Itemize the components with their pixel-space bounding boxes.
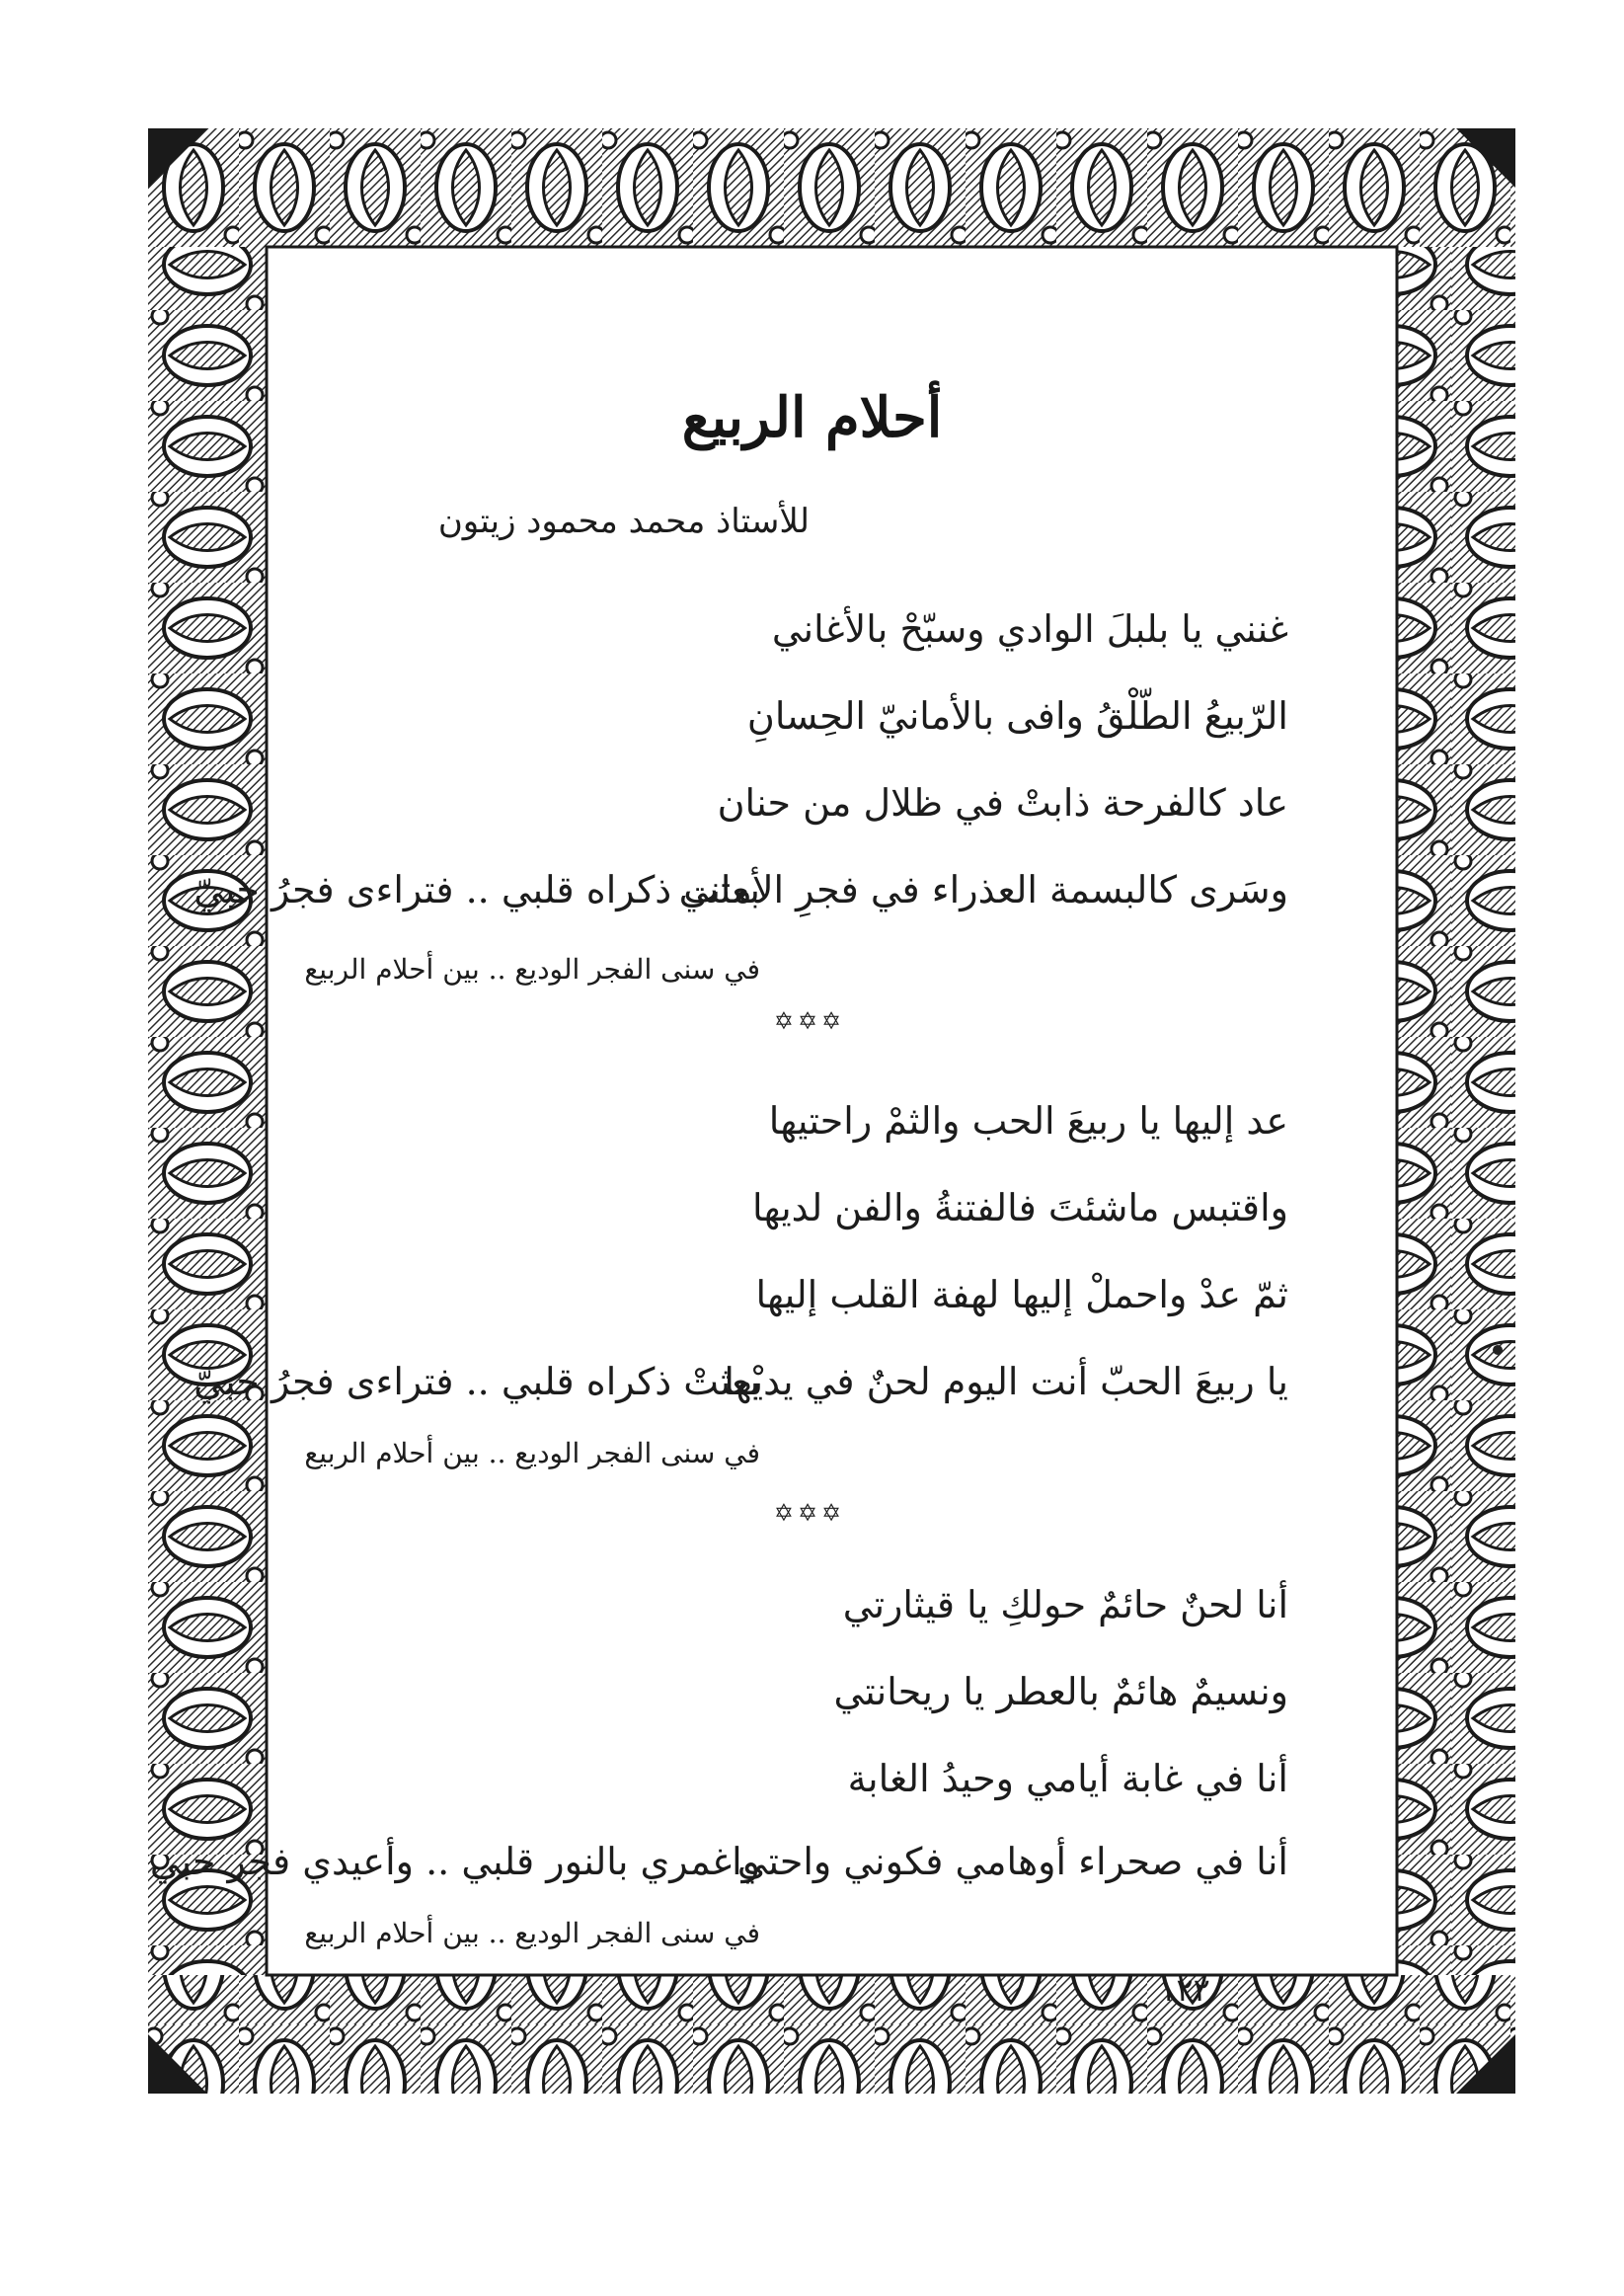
- verse-line: عاد كالفرحة ذابتْ في ظلال من حنان: [717, 781, 1288, 825]
- verse-line: ونسيمٌ هائمٌ بالعطر يا ريحانتي: [833, 1670, 1288, 1713]
- verse-line: عد إليها يا ربيعَ الحب والثمْ راحتيها: [768, 1099, 1288, 1143]
- verse-line: أنا في غابة أيامي وحيدُ الغابة: [847, 1757, 1288, 1800]
- verse-line: غنني يا بلبلَ الوادي وسبّحْ بالأغاني: [771, 607, 1288, 651]
- separator-stars-icon: ✡✡✡: [773, 1499, 846, 1527]
- refrain-line: بعثت ذكراه قلبي .. فتراءى فجرُ حبيّ: [193, 868, 760, 911]
- page-number: ١٢٢: [1159, 1971, 1210, 2009]
- refrain-line-small: في سنى الفجر الوديع .. بين أحلام الربيع: [304, 1917, 760, 1949]
- ink-dot-icon: [1493, 1345, 1503, 1355]
- verse-line: أنا لحنٌ حائمٌ حولكِ يا قيثارتي: [842, 1583, 1288, 1626]
- author-byline: للأستاذ محمد محمود زيتون: [437, 502, 810, 541]
- verse-line: ثمّ عدْ واحملْ إليها لهفة القلب إليها: [755, 1273, 1288, 1316]
- verse-line: يا ربيعَ الحبّ أنت اليوم لحنٌ في يديْها: [724, 1360, 1288, 1403]
- verse-line: أنا في صحراء أوهامي فكوني واحتي: [736, 1840, 1288, 1883]
- refrain-line-small: في سنى الفجر الوديع .. بين أحلام الربيع: [304, 1437, 760, 1469]
- separator-stars-icon: ✡✡✡: [773, 1007, 846, 1035]
- refrain-line-small: في سنى الفجر الوديع .. بين أحلام الربيع: [304, 953, 760, 986]
- refrain-line: بعثتْ ذكراه قلبي .. فتراءى فجرُ حبيّ: [193, 1360, 760, 1403]
- verse-line: واقتبس ماشئتَ فالفتنةُ والفن لديها: [751, 1186, 1288, 1229]
- refrain-line: واغمري بالنور قلبي .. وأعيدي فجر حبي: [149, 1840, 760, 1883]
- verse-line: وسَرى كالبسمة العذراء في فجرِ الأماني: [678, 868, 1288, 911]
- verse-line: الرّبيعُ الطّلْقُ وافى بالأمانيّ الحِسانِ: [746, 694, 1288, 738]
- page-title: أحلام الربيع: [681, 385, 943, 450]
